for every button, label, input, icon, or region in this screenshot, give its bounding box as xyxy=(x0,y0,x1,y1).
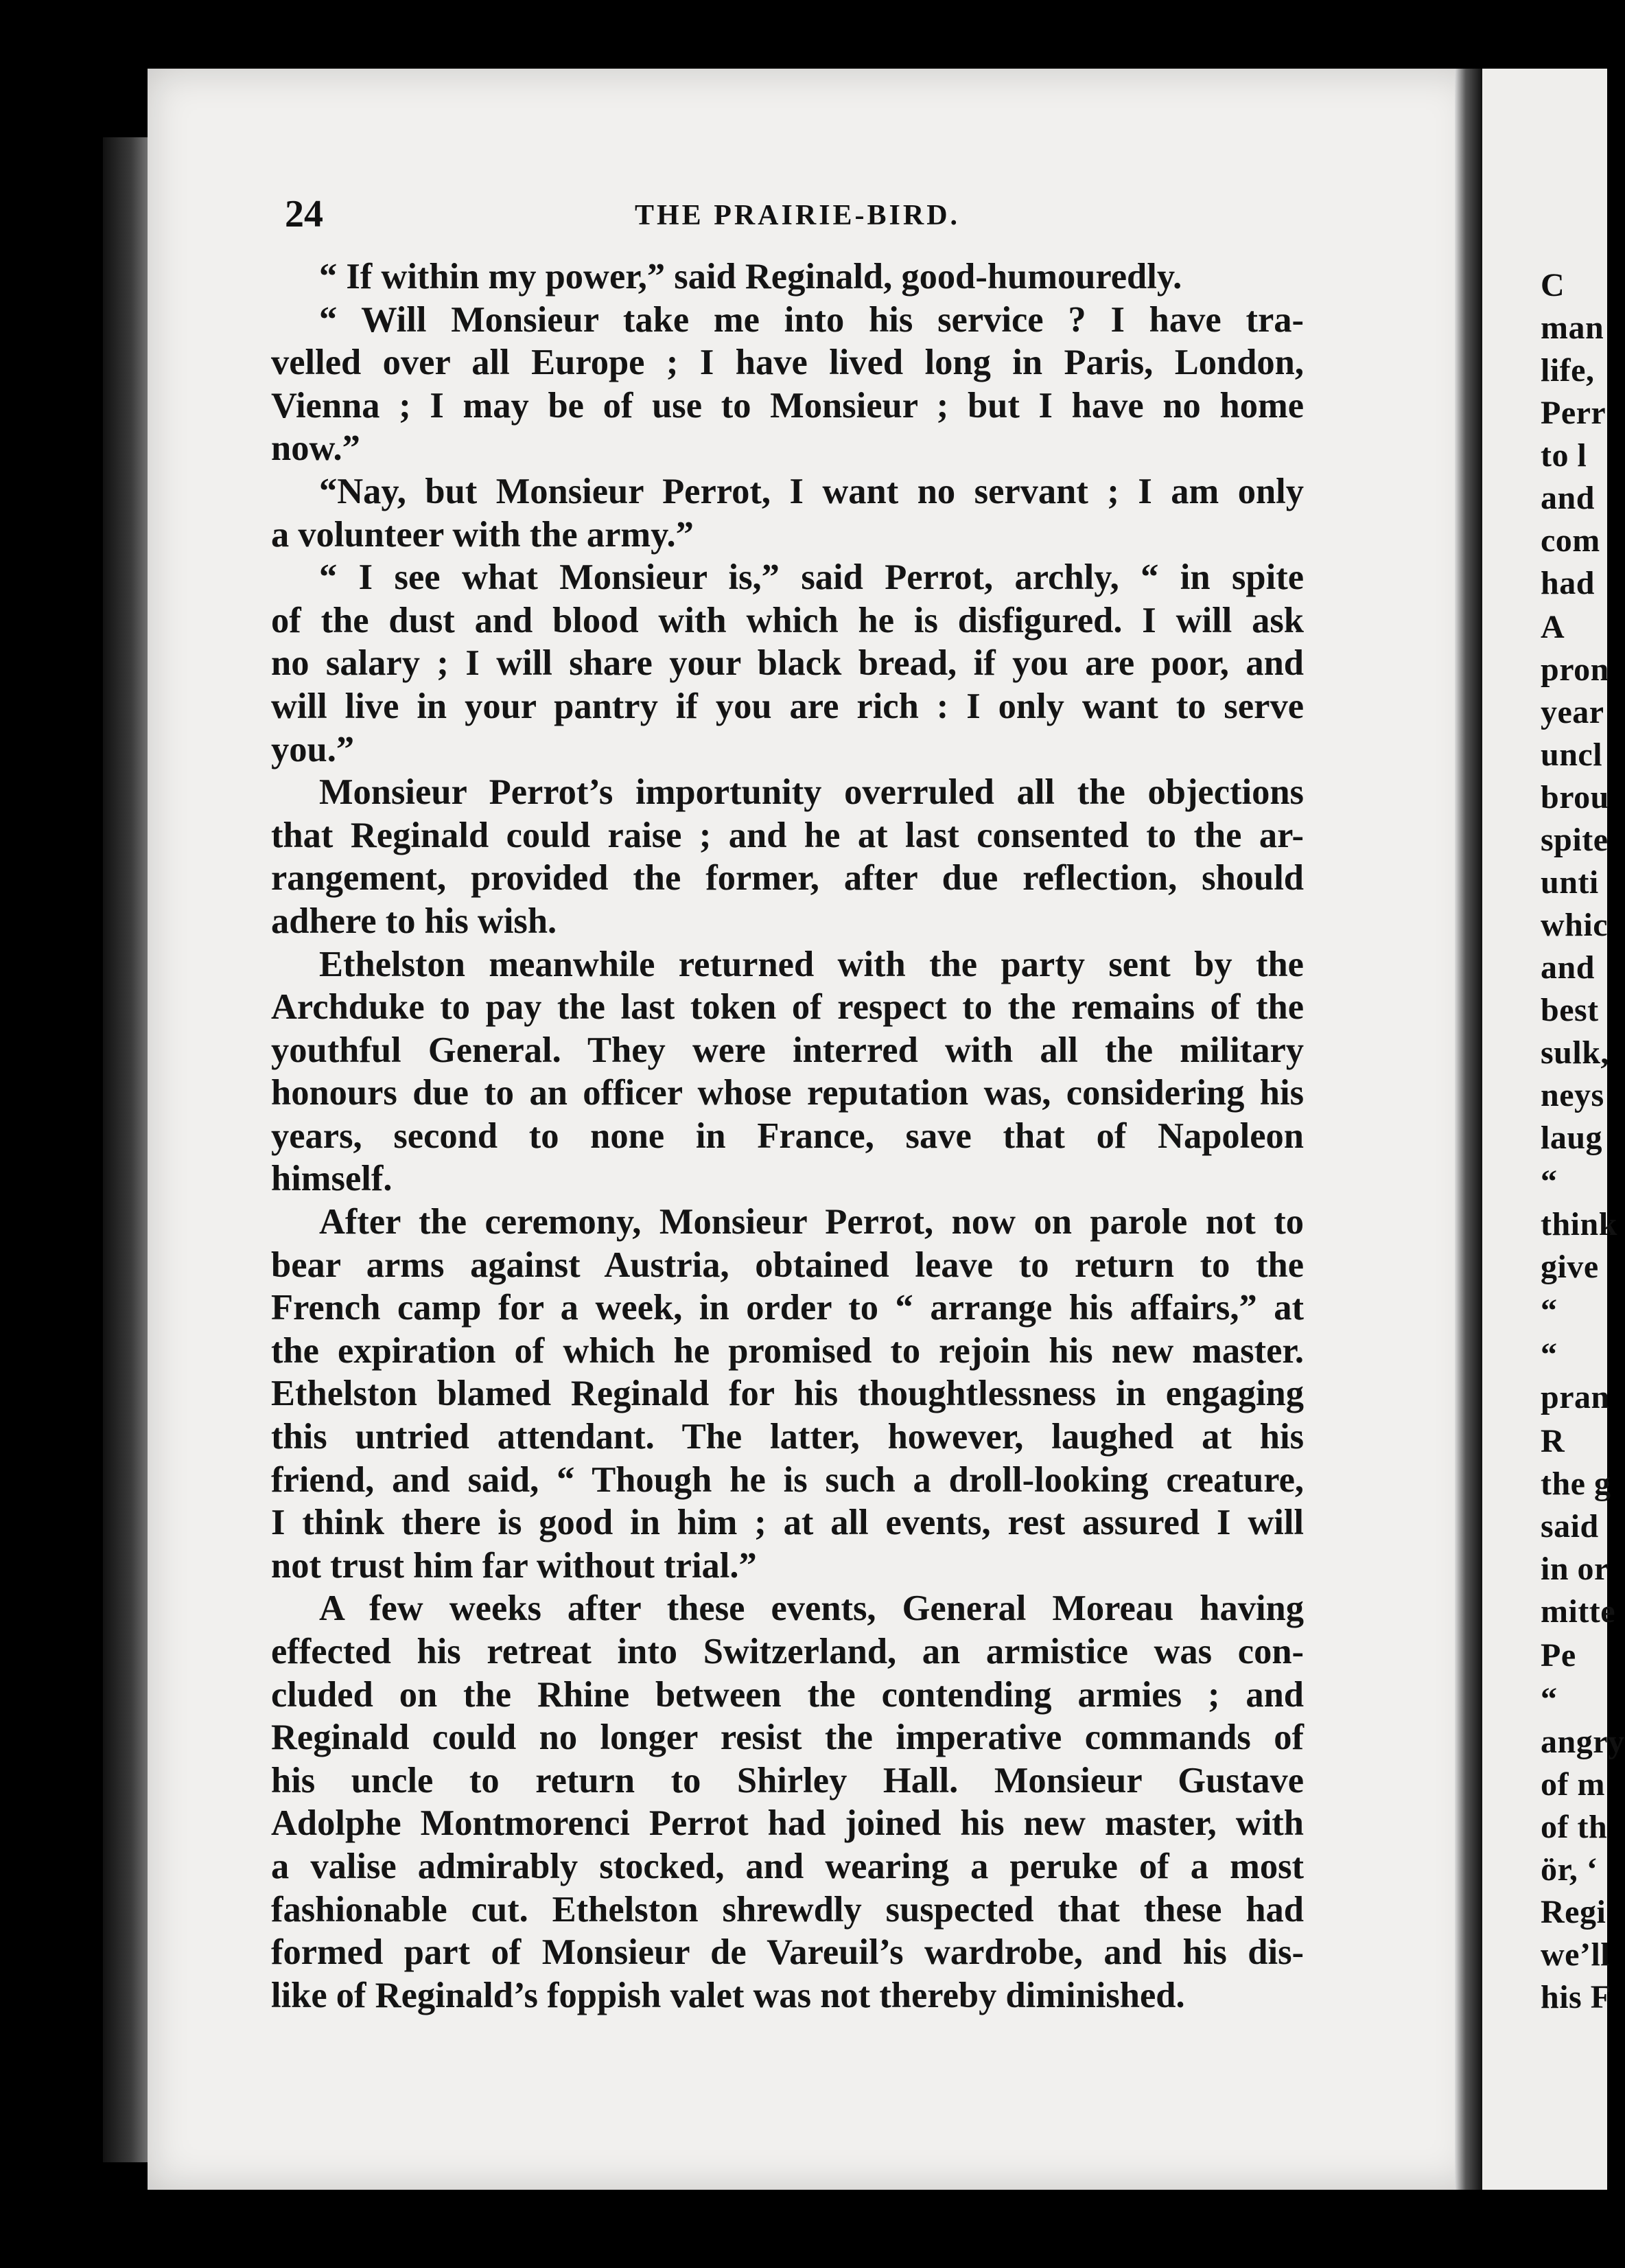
facing-page-fragment: in or xyxy=(1541,1551,1609,1587)
text-line: After the ceremony, Monsieur Perrot, now on parole not to xyxy=(319,1202,1304,1242)
text-line: Ethelston meanwhile returned with the party sent by the xyxy=(319,944,1304,984)
facing-page-fragment: whic xyxy=(1541,907,1608,943)
text-line: the expiration of which he promised to rejoin his new master. xyxy=(271,1330,1304,1371)
text-line: a valise admirably stocked, and wearing a peruke of a most xyxy=(271,1846,1304,1886)
facing-page-fragment: pron xyxy=(1541,651,1609,688)
book-spine-edge xyxy=(103,137,150,2162)
facing-page-fragment: and xyxy=(1541,480,1595,516)
facing-page-fragment: uncl xyxy=(1541,737,1603,773)
paragraph xyxy=(271,556,1304,771)
text-line: like of Reginald’s foppish valet was not thereby diminished. xyxy=(271,1975,1185,2015)
book-gutter xyxy=(1455,69,1482,2190)
text-line: velled over all Europe ; I have lived long in Paris, London, xyxy=(271,343,1304,383)
facing-page-fragment: “ xyxy=(1541,1293,1558,1329)
text-line: “Nay, but Monsieur Perrot, I want no servant ; I am only xyxy=(319,471,1304,511)
text-line: Vienna ; I may be of use to Monsieur ; but I have no home xyxy=(271,385,1304,426)
text-line: himself. xyxy=(271,1159,393,1199)
facing-page-fragment: year xyxy=(1541,694,1604,730)
facing-page-fragment: give xyxy=(1541,1249,1599,1285)
facing-page-fragment: mitte xyxy=(1541,1593,1616,1630)
text-line: cluded on the Rhine between the contending armies ; and xyxy=(271,1674,1304,1715)
text-line: this untried attendant. The latter, however, laughed at his xyxy=(271,1417,1304,1457)
body-text xyxy=(271,255,1304,2017)
facing-page-fragment: angry xyxy=(1541,1724,1625,1760)
facing-page-fragment: com xyxy=(1541,522,1600,559)
running-head: THE PRAIRIE-BIRD. xyxy=(635,200,961,231)
facing-page-fragment: C xyxy=(1541,267,1565,303)
paragraph xyxy=(271,1587,1304,2017)
text-line: you.” xyxy=(271,729,355,769)
text-line: adhere to his wish. xyxy=(271,901,557,941)
paragraph xyxy=(271,255,1304,299)
text-line: bear arms against Austria, obtained leave to return to the xyxy=(271,1245,1304,1285)
facing-page-fragment: spite xyxy=(1541,822,1609,858)
page-number: 24 xyxy=(285,193,323,235)
paragraph xyxy=(271,943,1304,1201)
facing-page-fragment: life, xyxy=(1541,352,1595,389)
text-line: Ethelston blamed Reginald for his thoughtlessness in engaging xyxy=(271,1374,1304,1414)
facing-page-fragment: to l xyxy=(1541,437,1587,474)
text-line: now.” xyxy=(271,428,360,469)
facing-page-fragment: the g xyxy=(1541,1466,1611,1502)
facing-page-fragment: “ xyxy=(1541,1164,1558,1200)
text-line: no salary ; I will share your black bread, if you are poor, and xyxy=(271,643,1304,684)
facing-page-fragment: A xyxy=(1541,609,1565,645)
text-line: of the dust and blood with which he is disfigured. I will ask xyxy=(271,600,1304,640)
paragraph xyxy=(271,771,1304,942)
facing-page-fragment: Regi xyxy=(1541,1894,1606,1930)
text-line: Reginald could no longer resist the imperative commands of xyxy=(271,1717,1304,1758)
text-line: will live in your pantry if you are rich : I only want to serve xyxy=(271,686,1304,726)
facing-page-fragment: best xyxy=(1541,992,1599,1028)
facing-page-fragment: of th xyxy=(1541,1809,1608,1845)
text-line: not trust him far without trial.” xyxy=(271,1545,757,1586)
text-line: friend, and said, “ Though he is such a droll-looking creature, xyxy=(271,1459,1304,1500)
text-line: effected his retreat into Switzerland, an armistice was con- xyxy=(271,1632,1304,1671)
text-line: years, second to none in France, save that of Napoleon xyxy=(271,1115,1304,1156)
text-line: French camp for a week, in order to “ arrange his affairs,” at xyxy=(271,1288,1304,1328)
facing-page-fragment: had xyxy=(1541,565,1595,601)
facing-page-edge xyxy=(1482,69,1625,2190)
text-line: “ If within my power,” said Reginald, good-humouredly. xyxy=(319,257,1182,297)
facing-page-fragment: Pe xyxy=(1541,1637,1576,1674)
facing-page-fragment: his F xyxy=(1541,1979,1611,2015)
page-header xyxy=(285,192,1300,240)
facing-page-fragment: unti xyxy=(1541,864,1599,901)
facing-page-fragment: Perr xyxy=(1541,395,1606,431)
facing-page-fragment: and xyxy=(1541,949,1595,986)
facing-page-fragment: think xyxy=(1541,1206,1617,1242)
facing-page-fragment: brou xyxy=(1541,779,1609,815)
facing-page-fragment: of m xyxy=(1541,1766,1605,1803)
facing-page-fragment: man xyxy=(1541,310,1604,346)
text-line: rangement, provided the former, after due reflection, should xyxy=(271,858,1304,899)
text-line: “ I see what Monsieur is,” said Perrot, archly, “ in spite xyxy=(319,557,1304,598)
text-line: fashionable cut. Ethelston shrewdly suspected that these had xyxy=(271,1889,1304,1930)
paragraph xyxy=(271,1201,1304,1587)
text-line: “ Will Monsieur take me into his service ? I have tra- xyxy=(319,299,1304,340)
facing-page-fragment: “ xyxy=(1541,1336,1558,1373)
text-line: youthful General. They were interred with all the military xyxy=(271,1030,1304,1070)
text-line: Archduke to pay the last token of respect to the remains of the xyxy=(271,987,1304,1028)
text-line: A few weeks after these events, General Moreau having xyxy=(319,1588,1304,1629)
facing-page-fragment: said xyxy=(1541,1508,1599,1544)
facing-page-fragment: laug xyxy=(1541,1120,1603,1156)
facing-page-fragment: we’ll xyxy=(1541,1936,1611,1973)
facing-page-fragment: neys xyxy=(1541,1077,1604,1113)
text-line: I think there is good in him ; at all events, rest assured I will xyxy=(271,1503,1304,1543)
facing-page-fragment: ör, ‘ xyxy=(1541,1851,1598,1888)
facing-page-fragment: sulk, xyxy=(1541,1034,1609,1071)
paragraph xyxy=(271,470,1304,556)
facing-page-fragment: pran xyxy=(1541,1379,1610,1415)
facing-page-fragment: R xyxy=(1541,1423,1565,1459)
text-line: Monsieur Perrot’s importunity overruled all the objections xyxy=(319,772,1304,813)
text-line: a volunteer with the army.” xyxy=(271,514,694,555)
text-line: formed part of Monsieur de Vareuil’s wardrobe, and his dis- xyxy=(271,1932,1304,1973)
text-line: Adolphe Montmorenci Perrot had joined his new master, with xyxy=(271,1803,1304,1844)
facing-page-fragment: “ xyxy=(1541,1681,1558,1717)
paragraph xyxy=(271,299,1304,470)
text-line: honours due to an officer whose reputation was, considering his xyxy=(271,1073,1304,1113)
text-line: that Reginald could raise ; and he at last consented to the ar- xyxy=(271,815,1304,855)
text-line: his uncle to return to Shirley Hall. Monsieur Gustave xyxy=(271,1760,1304,1801)
